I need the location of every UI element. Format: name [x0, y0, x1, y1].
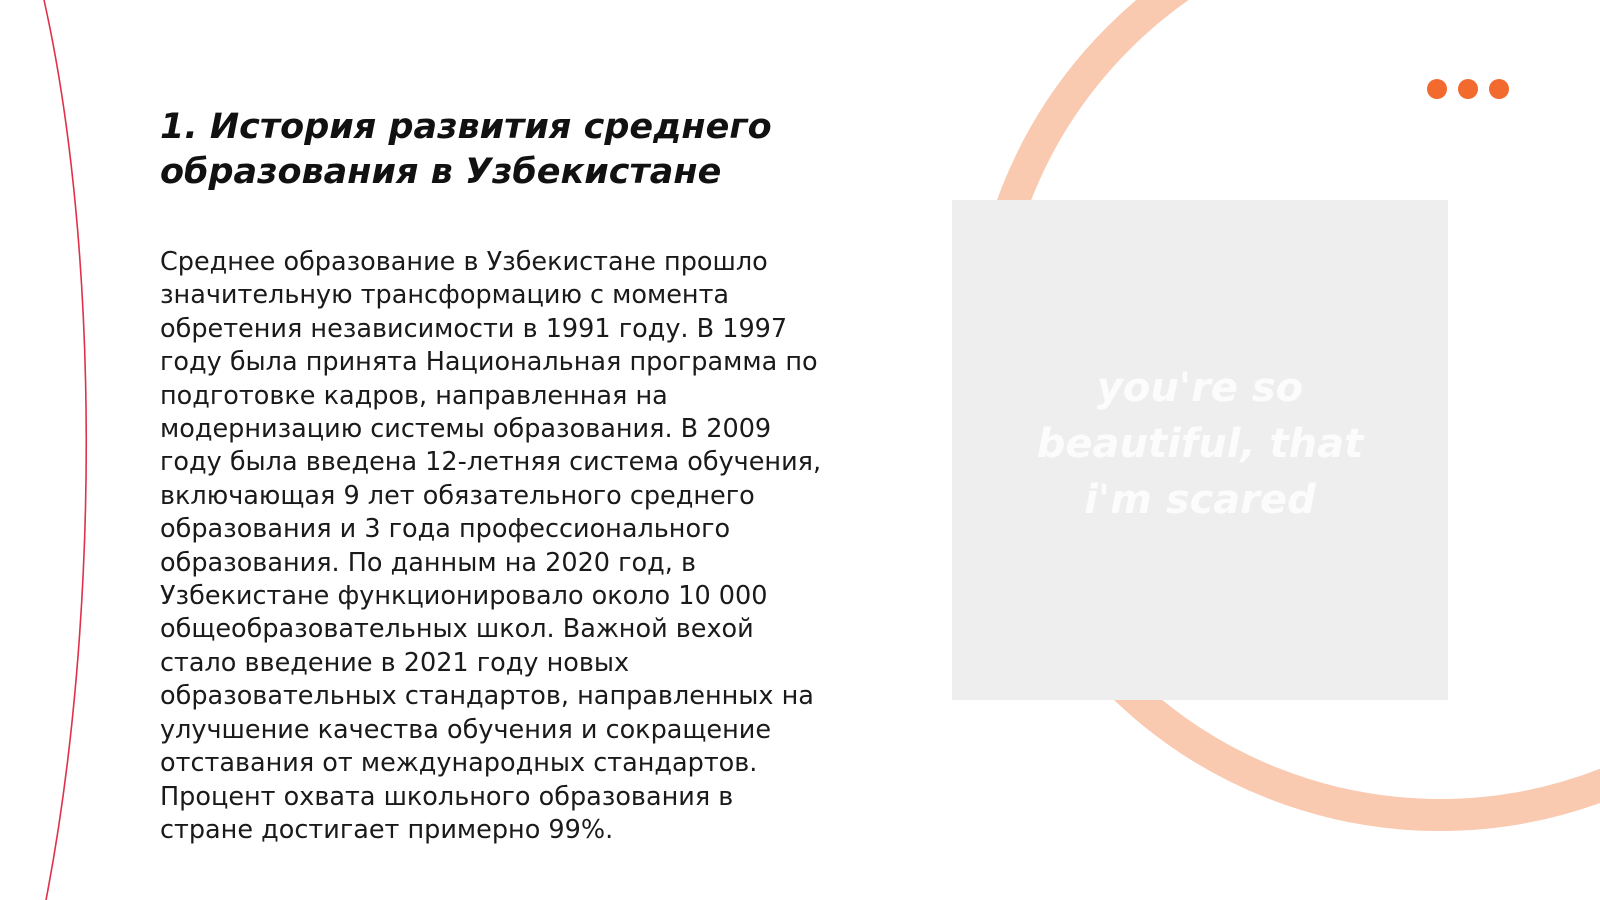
left-accent-line: [44, 0, 86, 900]
slide-body-text: Среднее образование в Узбекистане прошло значительную трансформацию с момента обретения независимости в 1991 году. В 1997 году была принята Национальная программа по подготовке кадров, направленная на модернизацию системы образования. В 2009 году была введена 12-летняя система обучения, включающая 9 лет обязательного среднего образования и 3 года профессионального образования. По данным на 2020 год, в Узбекистане функционировало около 10 000 общеобразовательных школ. Важной вехой стало введение в 2021 году новых образовательных стандартов, направленных на улучшение качества обучения и сокращение отставания от международных стандартов. Процент охвата школьного образования в стране достигает примерно 99%.: [160, 247, 822, 845]
dot-icon: [1427, 79, 1447, 99]
three-dots-icon: [1427, 79, 1509, 99]
image-placeholder: [952, 200, 1448, 700]
slide-title: 1. История развития среднего образования в Узбекистане: [160, 107, 772, 192]
dot-icon: [1458, 79, 1478, 99]
dot-icon: [1489, 79, 1509, 99]
image-caption: you're so beautiful, that i'm scared: [1036, 365, 1364, 523]
